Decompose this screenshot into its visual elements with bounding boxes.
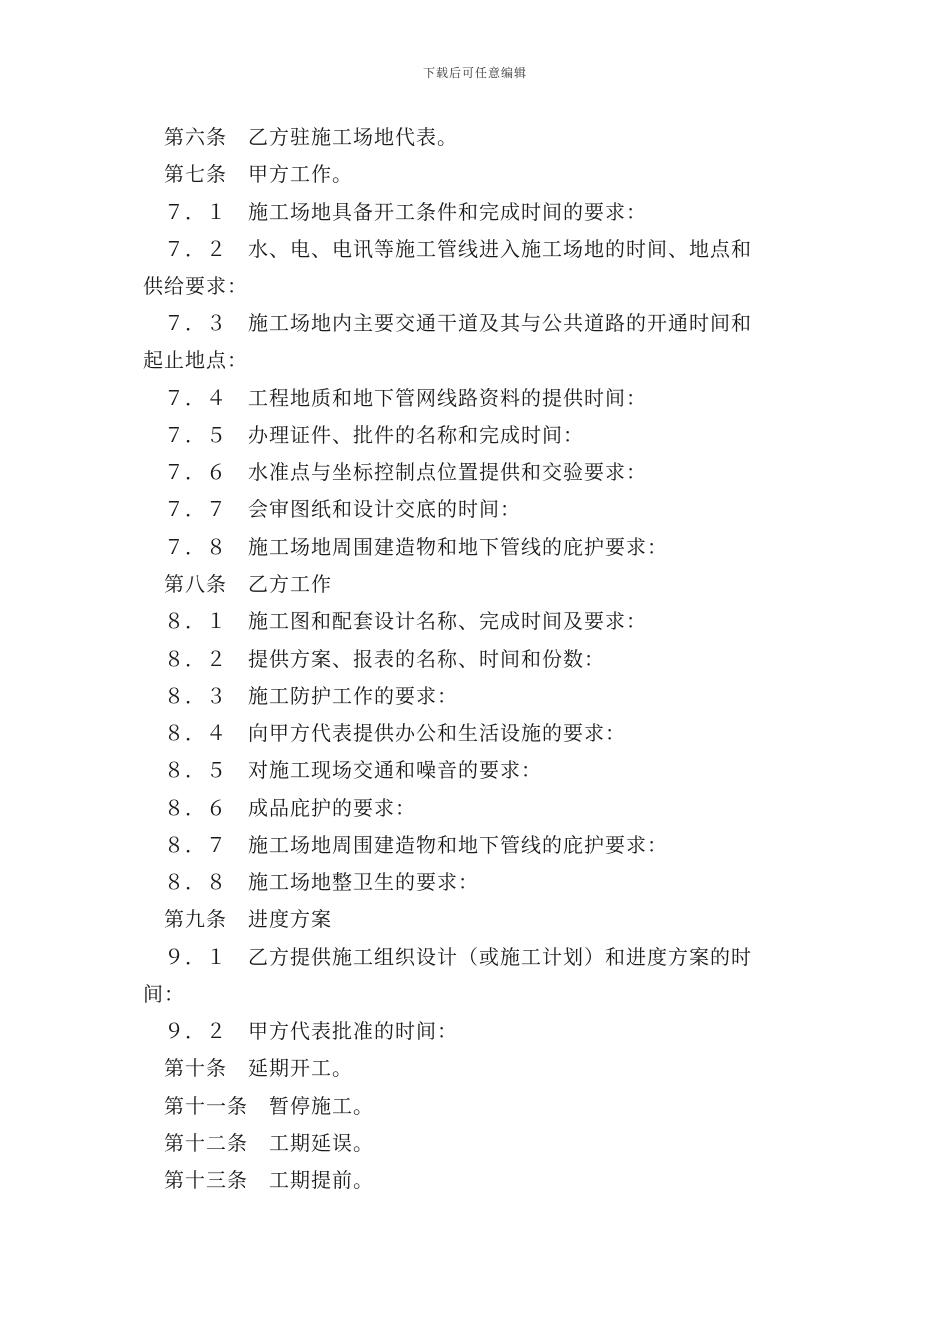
clause-8-4: ８．４ 向甲方代表提供办公和生活设施的要求： (164, 721, 626, 745)
clause-7-5: ７．５ 办理证件、批件的名称和完成时间： (164, 423, 584, 447)
clause-8-7: ８．７ 施工场地周围建造物和地下管线的庇护要求： (164, 833, 668, 857)
clause-7-3-cont: 起止地点： (143, 348, 248, 372)
article-8: 第八条 乙方工作 (164, 572, 332, 596)
clause-8-1: ８．１ 施工图和配套设计名称、完成时间及要求： (164, 609, 647, 633)
clause-7-2-cont: 供给要求： (143, 274, 248, 298)
clause-7-2: ７．２ 水、电、电讯等施工管线进入施工场地的时间、地点和 (164, 237, 752, 261)
article-11: 第十一条 暂停施工。 (164, 1094, 374, 1118)
article-6: 第六条 乙方驻施工场地代表。 (164, 125, 458, 149)
article-13: 第十三条 工期提前。 (164, 1168, 374, 1192)
clause-7-6: ７．６ 水准点与坐标控制点位置提供和交验要求： (164, 460, 647, 484)
article-7: 第七条 甲方工作。 (164, 162, 353, 186)
clause-7-8: ７．８ 施工场地周围建造物和地下管线的庇护要求： (164, 535, 668, 559)
clause-9-1-cont: 间： (143, 982, 185, 1006)
article-10: 第十条 延期开工。 (164, 1056, 353, 1080)
clause-8-6: ８．６ 成品庇护的要求： (164, 796, 416, 820)
clause-9-2: ９．２ 甲方代表批准的时间： (164, 1019, 458, 1043)
page-header: 下载后可任意编辑 (422, 66, 527, 80)
clause-7-3: ７．３ 施工场地内主要交通干道及其与公共道路的开通时间和 (164, 311, 752, 335)
clause-9-1: ９．１ 乙方提供施工组织设计（或施工计划）和进度方案的时 (164, 945, 752, 969)
clause-8-8: ８．８ 施工场地整卫生的要求： (164, 870, 479, 894)
clause-8-3: ８．３ 施工防护工作的要求： (164, 684, 458, 708)
clause-8-5: ８．５ 对施工现场交通和噪音的要求： (164, 758, 542, 782)
article-12: 第十二条 工期延误。 (164, 1131, 374, 1155)
clause-7-7: ７．７ 会审图纸和设计交底的时间： (164, 497, 521, 521)
clause-7-4: ７．４ 工程地质和地下管网线路资料的提供时间： (164, 386, 647, 410)
clause-8-2: ８．２ 提供方案、报表的名称、时间和份数： (164, 647, 605, 671)
clause-7-1: ７．１ 施工场地具备开工条件和完成时间的要求： (164, 200, 647, 224)
article-9: 第九条 进度方案 (164, 907, 332, 931)
